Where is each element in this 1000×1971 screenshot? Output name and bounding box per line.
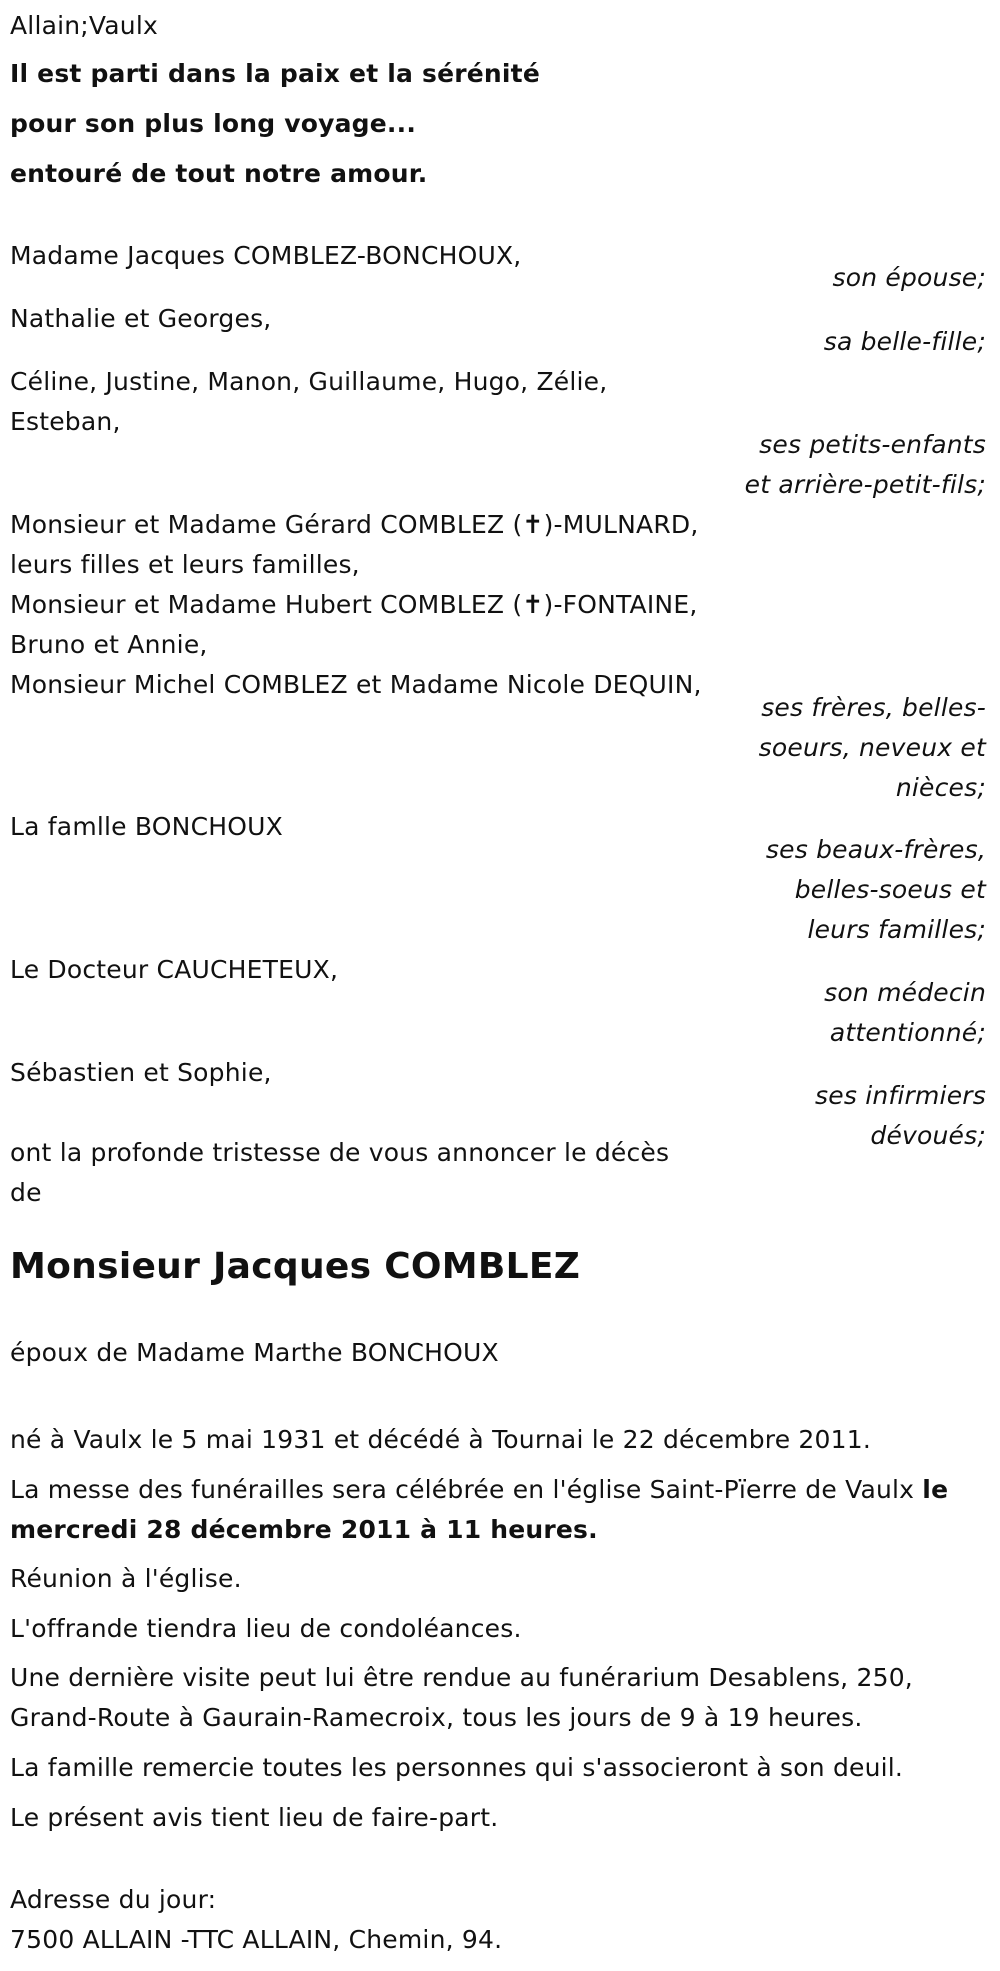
siblings-line: Monsieur Michel COMBLEZ et Madame Nicole DEQUIN, — [10, 670, 702, 699]
visit-line: Grand-Route à Gaurain-Ramecroix, tous les jours de 9 à 19 heures. — [10, 1703, 863, 1732]
funeral-mass-text: La messe des funérailles sera célébrée en l'église Saint-Pïerre de Vaulx — [10, 1475, 923, 1504]
funeral-mass-bold-le: le — [922, 1475, 949, 1504]
doctor-role: son médecin — [824, 978, 986, 1007]
siblings-line: leurs filles et leurs familles, — [10, 550, 360, 579]
siblings-role: ses frères, belles- — [761, 693, 986, 722]
deceased-name: Monsieur Jacques COMBLEZ — [10, 1246, 581, 1287]
siblings-line: Monsieur et Madame Gérard COMBLEZ (✝)-MULNARD, — [10, 510, 699, 539]
spouse-of: époux de Madame Marthe BONCHOUX — [10, 1338, 499, 1367]
inlaws-role: ses beaux-frères, — [765, 835, 986, 864]
address-value: 7500 ALLAIN -TTC ALLAIN, Chemin, 94. — [10, 1925, 503, 1954]
nurses-role: dévoués; — [870, 1121, 986, 1150]
siblings-line: Monsieur et Madame Hubert COMBLEZ (✝)-FONTAINE, — [10, 590, 698, 619]
daughter-in-law-role: sa belle-fille; — [823, 327, 986, 356]
epitaph-line: Il est parti dans la paix et la sérénité — [10, 59, 540, 88]
inlaws-role: leurs familles; — [807, 915, 986, 944]
header-location: Allain;Vaulx — [10, 11, 158, 40]
siblings-role: nièces; — [895, 773, 986, 802]
spouse-name: Madame Jacques COMBLEZ-BONCHOUX, — [10, 241, 522, 270]
address-label: Adresse du jour: — [10, 1885, 217, 1914]
nurses-name: Sébastien et Sophie, — [10, 1058, 272, 1087]
visit-line: Une dernière visite peut lui être rendue au funérarium Desablens, 250, — [10, 1663, 913, 1692]
inlaws-role: belles-soeus et — [794, 875, 986, 904]
announcement-line: ont la profonde tristesse de vous annoncer le décès — [10, 1138, 670, 1167]
funeral-mass-date: mercredi 28 décembre 2011 à 11 heures. — [10, 1515, 598, 1544]
nurses-role: ses infirmiers — [815, 1081, 986, 1110]
siblings-line: Bruno et Annie, — [10, 630, 208, 659]
grandchildren-role: ses petits-enfants — [759, 430, 986, 459]
grandchildren-line: Céline, Justine, Manon, Guillaume, Hugo, Zélie, — [10, 367, 608, 396]
funeral-mass-line1 — [10, 1470, 948, 1510]
announcement-line: de — [10, 1178, 42, 1207]
notice: Le présent avis tient lieu de faire-part. — [10, 1803, 499, 1832]
doctor-name: Le Docteur CAUCHETEUX, — [10, 955, 339, 984]
meeting: Réunion à l'église. — [10, 1564, 242, 1593]
inlaws-name: La famlle BONCHOUX — [10, 812, 283, 841]
siblings-role: soeurs, neveux et — [758, 733, 986, 762]
epitaph-line: entouré de tout notre amour. — [10, 159, 428, 188]
spouse-role: son épouse; — [832, 263, 986, 292]
epitaph-line: pour son plus long voyage... — [10, 109, 417, 138]
daughter-in-law-name: Nathalie et Georges, — [10, 304, 272, 333]
grandchildren-line: Esteban, — [10, 407, 121, 436]
thanks: La famille remercie toutes les personnes qui s'associeront à son deuil. — [10, 1753, 904, 1782]
grandchildren-role: et arrière-petit-fils; — [744, 470, 986, 499]
birth-death: né à Vaulx le 5 mai 1931 et décédé à Tournai le 22 décembre 2011. — [10, 1425, 871, 1454]
doctor-role: attentionné; — [829, 1018, 986, 1047]
offering: L'offrande tiendra lieu de condoléances. — [10, 1614, 522, 1643]
